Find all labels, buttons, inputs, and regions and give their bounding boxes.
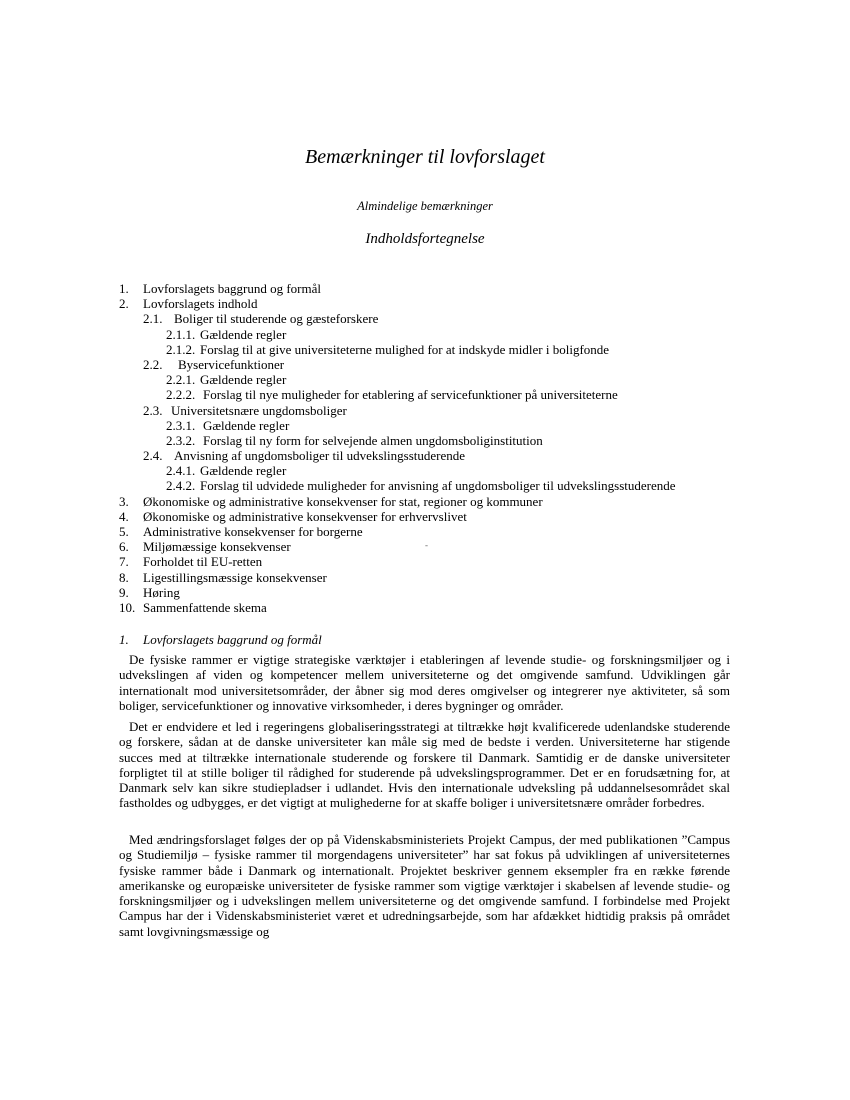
toc-item-label: Lovforslagets baggrund og formål	[143, 281, 321, 296]
body-paragraph: De fysiske rammer er vigtige strategiske værktøjer i etableringen af levende studie- og forskningsmiljøer og i udvekslingen af viden og kompetencer mellem universiteterne og det omgivende samfund. Udviklingen går internationalt mod universitetsområder, der åbner sig mod deres omgivelser og integrerer nye aktiviteter, så som boliger, servicefunktioner og innovative virksomheder, i deres bygninger og områder.	[119, 652, 730, 713]
toc-item-label: Forslag til at give universiteterne mulighed for at indskyde midler i boligfonde	[200, 341, 610, 357]
toc-item-number: 2.2.	[143, 356, 163, 372]
toc-item-number: 2.4.1.	[166, 463, 196, 479]
section-heading	[119, 632, 322, 648]
toc-item-label: Anvisning af ungdomsboliger til udvekslingsstuderende	[174, 448, 466, 464]
toc-item-label: Gældende regler	[200, 463, 287, 479]
toc-item-label: Universitetsnære ungdomsboliger	[171, 402, 347, 418]
body-paragraph: Med ændringsforslaget følges der op på Videnskabsministeriets Projekt Campus, der med publikationen ”Campus og Studiemiljø – fysiske rammer til morgendagens universiteter” har sat fokus på udviklingen af universiteternes fysiske rammer både i Danmark og internationalt. Projektet beskriver gennem eksempler fra en række førende amerikanske og europæiske universiteter de fysiske rammer som vigtige værktøjer i skabelsen af levende studie- og forskningsmiljøer og i udvekslingen mellem universiteterne og det omgivende samfund. I forbindelse med Projekt Campus har der i Videnskabsministeriet været et udredningsarbejde, som har afdækket hidtidig praksis på området samt lovgivningsmæssige og	[119, 832, 730, 939]
toc-item-label: Forholdet til EU-retten	[143, 554, 263, 570]
toc-item-label: Forslag til ny form for selvejende almen ungdomsboliginstitution	[203, 432, 543, 448]
toc-heading: Indholdsfortegnelse	[365, 231, 485, 247]
toc-item-label: Høring	[143, 584, 180, 600]
toc-item-label: Forslag til udvidede muligheder for anvisning af ungdomsboliger til udvekslingsstuderende	[200, 478, 676, 494]
toc-item-number: 2.4.	[143, 448, 163, 464]
toc-item-number: 2.1.1.	[166, 326, 196, 342]
toc-item-number: 2.4.2.	[166, 478, 196, 494]
toc-item-label: Forslag til nye muligheder for etablering af servicefunktioner på universiteterne	[203, 387, 618, 403]
document-title: Bemærkninger til lovforslaget	[305, 146, 545, 168]
toc-item-label: Gældende regler	[200, 326, 287, 342]
toc-item-number: 2.3.2.	[166, 432, 196, 448]
toc-item-number: 9.	[119, 584, 129, 600]
toc-item-number: 2.	[119, 296, 129, 312]
toc-item-label: Økonomiske og administrative konsekvenser for erhvervslivet	[143, 508, 467, 524]
toc-item-number: 2.3.	[143, 402, 163, 418]
toc-item-number: 7.	[119, 554, 129, 570]
toc-item-number: 2.1.	[143, 311, 163, 327]
toc-item-number: 2.2.2.	[166, 387, 196, 403]
toc-item-label: Økonomiske og administrative konsekvenser for stat, regioner og kommuner	[143, 493, 543, 509]
stray-mark: -	[425, 540, 428, 550]
toc-item-number: 2.2.1.	[166, 372, 196, 388]
toc-item-label: Administrative konsekvenser for borgerne	[143, 524, 363, 539]
toc-item-number: 2.1.2.	[166, 341, 196, 357]
toc-item-number: 8.	[119, 569, 129, 585]
toc-item-number: 1.	[119, 281, 129, 296]
toc-item-number: 4.	[119, 508, 129, 524]
toc-item-number: 2.3.1.	[166, 417, 196, 433]
toc-item-label: Sammenfattende skema	[143, 599, 267, 615]
toc-item-label: Ligestillingsmæssige konsekvenser	[143, 569, 327, 585]
toc-item-number: 6.	[119, 539, 129, 555]
toc-item-number: 3.	[119, 493, 129, 509]
body-paragraph: Det er endvidere et led i regeringens globaliseringsstrategi at tiltrække højt kvalificerede udenlandske studerende og forskere, sådan at de danske universiteter kan måle sig med de bedste i verden. Universiteterne har stigende succes med at tiltrække internationale studerende og forskere til Danmark. Samtidig er de danske universiteter forpligtet til at stille boliger til rådighed for studerende på udvekslingsprogrammer. Det er en forudsætning for, at Danmark selv kan sikre studiepladser i udlandet. Hvis den internationale udveksling på uddannelsesområdet skal fastholdes og udbygges, er det vigtigt at mulighederne for at skaffe boliger i universitetsnære områder forbedres.	[119, 719, 730, 811]
toc-item-label: Gældende regler	[203, 417, 290, 433]
section-number: 1.	[119, 632, 129, 647]
toc-item-label: Boliger til studerende og gæsteforskere	[174, 311, 379, 327]
toc-item-label: Lovforslagets indhold	[143, 296, 258, 312]
document-subtitle: Almindelige bemærkninger	[357, 199, 493, 213]
toc-item-label: Gældende regler	[200, 372, 287, 388]
section-title: Lovforslagets baggrund og formål	[143, 632, 322, 647]
toc-item-number: 10.	[119, 599, 136, 615]
toc-item-label: Byservicefunktioner	[178, 356, 285, 372]
toc-item-label: Miljømæssige konsekvenser	[143, 539, 291, 555]
toc-item-number: 5.	[119, 524, 129, 539]
